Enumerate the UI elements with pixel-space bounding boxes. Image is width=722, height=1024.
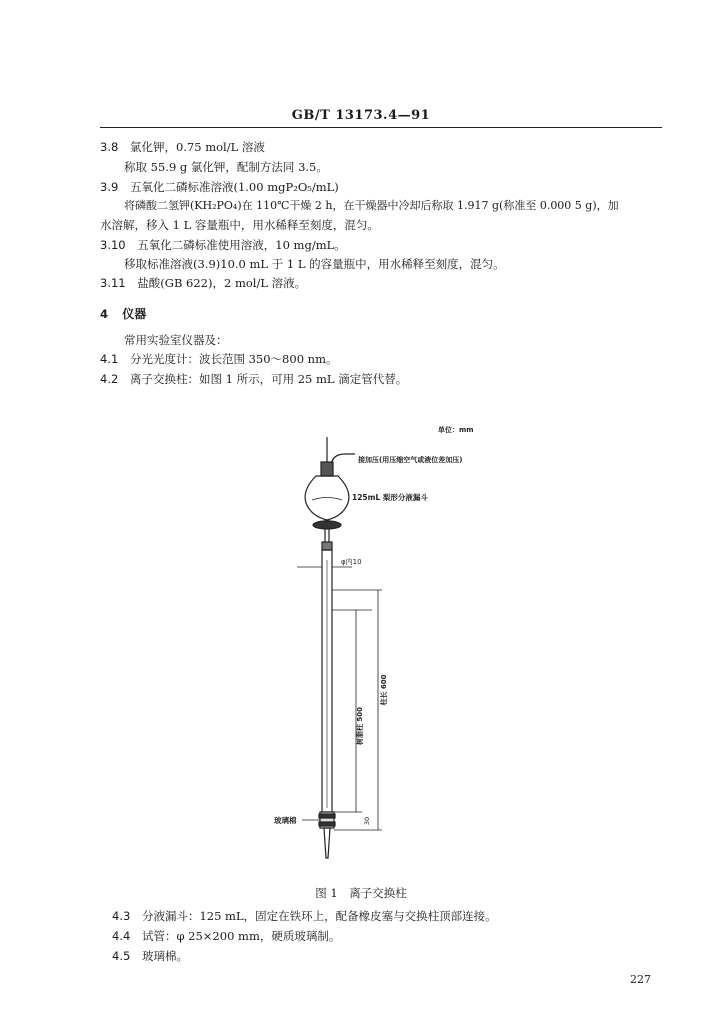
figure-caption: 图 1 离子交换柱 — [315, 886, 407, 900]
pressure-tube — [331, 454, 355, 466]
clause-number: 3.8 — [100, 140, 119, 154]
label-30: 30 — [363, 816, 371, 826]
clause-text: 盐酸(GB 622)，2 mol/L 溶液。 — [137, 276, 307, 290]
clause-text: 氯化钾，0.75 mol/L 溶液 — [129, 140, 265, 154]
section-4-intro: 常用实验室仪器及： — [124, 333, 228, 347]
clause-number: 4.1 — [100, 352, 119, 366]
clause-3-9-body-line1: 将磷酸二氢钾(KH₂PO₄)在 110℃干燥 2 h，在干燥器中冷却后称取 1.917 g(称准至 0.000 5 g)，加 — [124, 199, 619, 212]
clause-4-5 — [112, 949, 188, 963]
label-glass-wool: 玻璃棉 — [274, 816, 297, 825]
label-resin-length: 树脂柱 500 — [356, 706, 364, 746]
clause-number: 4.5 — [112, 949, 131, 963]
clause-3-10-body: 移取标准溶液(3.9)10.0 mL 于 1 L 的容量瓶中，用水稀释至刻度，混匀。 — [124, 257, 505, 271]
clause-number: 4.2 — [100, 372, 119, 386]
clause-text: 离子交换柱：如图 1 所示，可用 25 mL 滴定管代替。 — [129, 372, 408, 386]
stopper — [321, 462, 333, 476]
clause-text: 玻璃棉。 — [141, 949, 188, 963]
label-diameter: φ内10 — [341, 558, 362, 566]
pear-funnel — [305, 476, 349, 520]
clause-4-3 — [112, 909, 497, 923]
clause-text: 分光光度计：波长范围 350～800 nm。 — [129, 352, 338, 366]
clause-text: 五氧化二磷标准使用溶液，10 mg/mL。 — [137, 238, 346, 252]
funnel-liquid-line — [312, 498, 342, 501]
clause-text: 分液漏斗：125 mL，固定在铁环上，配备橡皮塞与交换柱顶部连接。 — [141, 909, 497, 923]
clause-4-4 — [112, 929, 340, 943]
clause-3-8-body: 称取 55.9 g 氯化钾，配制方法同 3.5。 — [124, 160, 328, 174]
clause-number: 3.11 — [100, 276, 126, 290]
section-title: 仪器 — [122, 307, 147, 321]
label-funnel: 125mL 梨形分液漏斗 — [352, 493, 428, 502]
clause-text: 试管：φ 25×200 mm，硬质玻璃制。 — [141, 929, 341, 943]
clause-number: 3.9 — [100, 180, 119, 194]
page-number: 227 — [630, 973, 651, 986]
column-joint — [322, 542, 332, 550]
label-column-length: 柱长 600 — [380, 674, 388, 706]
label-pressure: 接加压(用压缩空气或液位差加压) — [358, 456, 463, 464]
clause-number: 3.10 — [100, 238, 126, 252]
clause-number: 4.3 — [112, 909, 131, 923]
clause-text: 五氧化二磷标准溶液(1.00 mgP₂O₅/mL) — [129, 180, 339, 194]
stopcock — [313, 521, 341, 529]
clause-3-9-body-line2: 水溶解，移入 1 L 容量瓶中，用水稀释至刻度，混匀。 — [100, 218, 379, 232]
clause-number: 4.4 — [112, 929, 131, 943]
section-number: 4 — [100, 307, 109, 321]
column-tip — [324, 828, 330, 858]
figure-unit: 单位：mm — [438, 426, 474, 434]
standard-header: GB/T 13173.4—91 — [291, 108, 431, 123]
